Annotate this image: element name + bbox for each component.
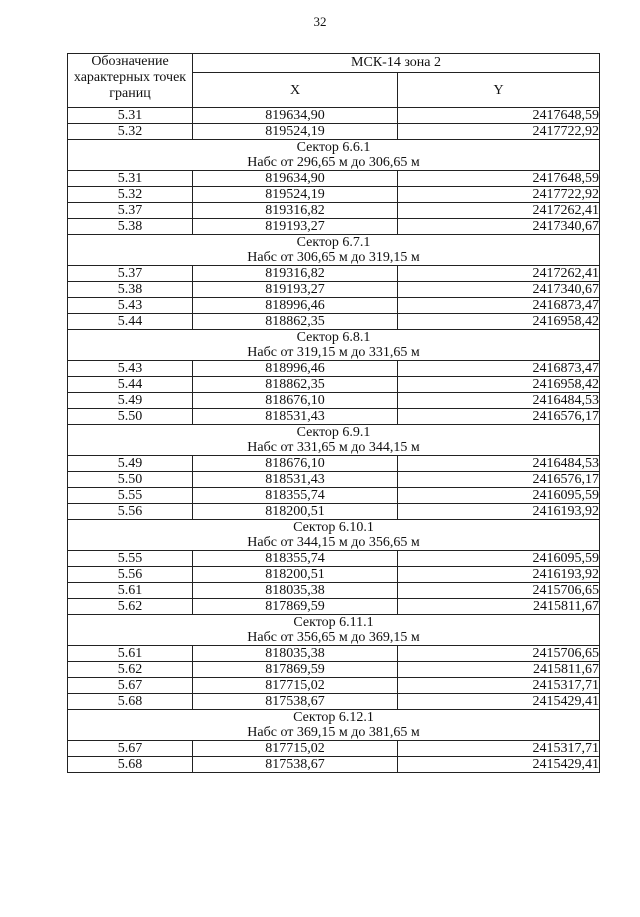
y-coordinate-cell: 2415811,67 bbox=[398, 599, 600, 615]
table-row bbox=[68, 599, 600, 615]
x-coordinate-cell: 818676,10 bbox=[193, 393, 398, 409]
table-row bbox=[68, 694, 600, 710]
x-coordinate-cell: 818676,10 bbox=[193, 456, 398, 472]
x-coordinate-cell: 818355,74 bbox=[193, 488, 398, 504]
sector-cell bbox=[68, 330, 600, 361]
y-coordinate-cell: 2417340,67 bbox=[398, 219, 600, 235]
x-coordinate-cell: 818862,35 bbox=[193, 314, 398, 330]
point-id-cell: 5.61 bbox=[68, 646, 193, 662]
point-id-cell: 5.62 bbox=[68, 662, 193, 678]
y-coordinate-cell: 2417722,92 bbox=[398, 187, 600, 203]
x-coordinate-cell: 817869,59 bbox=[193, 599, 398, 615]
y-coordinate-cell: 2416576,17 bbox=[398, 409, 600, 425]
y-coordinate-cell: 2415317,71 bbox=[398, 678, 600, 694]
x-coordinate-cell: 818996,46 bbox=[193, 361, 398, 377]
table-row bbox=[68, 662, 600, 678]
x-coordinate-cell: 819634,90 bbox=[193, 171, 398, 187]
table-row bbox=[68, 282, 600, 298]
sector-height-range: Нaбс от 369,15 м до 381,65 м bbox=[247, 725, 420, 740]
table-row bbox=[68, 171, 600, 187]
x-coordinate-cell: 819193,27 bbox=[193, 282, 398, 298]
table-row bbox=[68, 646, 600, 662]
sector-row bbox=[68, 330, 600, 361]
y-coordinate-cell: 2416873,47 bbox=[398, 298, 600, 314]
point-id-cell: 5.37 bbox=[68, 203, 193, 219]
x-coordinate-cell: 818531,43 bbox=[193, 472, 398, 488]
sector-cell bbox=[68, 520, 600, 551]
x-coordinate-cell: 817538,67 bbox=[193, 757, 398, 773]
page-number: 32 bbox=[313, 14, 327, 29]
sector-cell bbox=[68, 710, 600, 741]
point-id-cell: 5.56 bbox=[68, 567, 193, 583]
table-row bbox=[68, 757, 600, 773]
x-coordinate-cell: 819524,19 bbox=[193, 187, 398, 203]
point-id-cell: 5.43 bbox=[68, 361, 193, 377]
x-coordinate-cell: 819193,27 bbox=[193, 219, 398, 235]
x-coordinate-cell: 817715,02 bbox=[193, 741, 398, 757]
y-coordinate-cell: 2416095,59 bbox=[398, 551, 600, 567]
x-coordinate-cell: 819634,90 bbox=[193, 108, 398, 124]
point-id-cell: 5.38 bbox=[68, 219, 193, 235]
x-coordinate-cell: 817715,02 bbox=[193, 678, 398, 694]
sector-title: Сектор 6.6.1 bbox=[296, 140, 371, 155]
y-coordinate-cell: 2415317,71 bbox=[398, 741, 600, 757]
table-row bbox=[68, 456, 600, 472]
table-row bbox=[68, 504, 600, 520]
sector-row bbox=[68, 710, 600, 741]
point-id-cell: 5.44 bbox=[68, 314, 193, 330]
x-coordinate-cell: 817869,59 bbox=[193, 662, 398, 678]
sector-row bbox=[68, 140, 600, 171]
sector-title: Сектор 6.12.1 bbox=[293, 710, 374, 725]
sector-height-range: Нaбс от 319,15 м до 331,65 м bbox=[247, 345, 420, 360]
table-row bbox=[68, 678, 600, 694]
point-id-cell: 5.55 bbox=[68, 488, 193, 504]
point-id-cell: 5.68 bbox=[68, 757, 193, 773]
point-id-cell: 5.62 bbox=[68, 599, 193, 615]
table-row bbox=[68, 409, 600, 425]
y-coordinate-cell: 2416484,53 bbox=[398, 456, 600, 472]
table-row bbox=[68, 567, 600, 583]
x-coordinate-cell: 819316,82 bbox=[193, 266, 398, 282]
x-coordinate-cell: 819316,82 bbox=[193, 203, 398, 219]
y-coordinate-cell: 2417648,59 bbox=[398, 108, 600, 124]
sector-height-range: Нaбс от 331,65 м до 344,15 м bbox=[247, 440, 420, 455]
y-coordinate-cell: 2416193,92 bbox=[398, 567, 600, 583]
y-coordinate-cell: 2415706,65 bbox=[398, 646, 600, 662]
table-row bbox=[68, 314, 600, 330]
x-coordinate-cell: 818531,43 bbox=[193, 409, 398, 425]
coordinates-table bbox=[67, 53, 600, 773]
table-row bbox=[68, 393, 600, 409]
point-id-cell: 5.68 bbox=[68, 694, 193, 710]
x-coordinate-cell: 819524,19 bbox=[193, 124, 398, 140]
y-coordinate-cell: 2416873,47 bbox=[398, 361, 600, 377]
sector-title: Сектор 6.8.1 bbox=[296, 330, 371, 345]
y-coordinate-cell: 2417648,59 bbox=[398, 171, 600, 187]
x-coordinate-cell: 817538,67 bbox=[193, 694, 398, 710]
table-row bbox=[68, 266, 600, 282]
table-row bbox=[68, 203, 600, 219]
point-id-cell: 5.32 bbox=[68, 187, 193, 203]
table-row bbox=[68, 551, 600, 567]
table-row bbox=[68, 741, 600, 757]
x-coordinate-cell: 818200,51 bbox=[193, 567, 398, 583]
sector-cell bbox=[68, 425, 600, 456]
point-id-cell: 5.43 bbox=[68, 298, 193, 314]
point-id-cell: 5.50 bbox=[68, 409, 193, 425]
y-coordinate-cell: 2415706,65 bbox=[398, 583, 600, 599]
table-row bbox=[68, 187, 600, 203]
sector-title: Сектор 6.11.1 bbox=[293, 615, 374, 630]
point-id-cell: 5.67 bbox=[68, 678, 193, 694]
sector-height-range: Нaбс от 296,65 м до 306,65 м bbox=[247, 155, 420, 170]
header-coordinate-system: МСК-14 зона 2 bbox=[193, 54, 600, 73]
point-id-cell: 5.49 bbox=[68, 456, 193, 472]
x-coordinate-cell: 818035,38 bbox=[193, 646, 398, 662]
y-coordinate-cell: 2416193,92 bbox=[398, 504, 600, 520]
y-coordinate-cell: 2416095,59 bbox=[398, 488, 600, 504]
point-id-cell: 5.67 bbox=[68, 741, 193, 757]
sector-height-range: Нaбс от 356,65 м до 369,15 м bbox=[247, 630, 420, 645]
point-id-cell: 5.44 bbox=[68, 377, 193, 393]
x-coordinate-cell: 818200,51 bbox=[193, 504, 398, 520]
header-point-designation: Обозначение характерных точек границ bbox=[68, 54, 193, 108]
point-id-cell: 5.37 bbox=[68, 266, 193, 282]
point-id-cell: 5.32 bbox=[68, 124, 193, 140]
point-id-cell: 5.38 bbox=[68, 282, 193, 298]
sector-row bbox=[68, 425, 600, 456]
header-y: Y bbox=[398, 73, 600, 108]
y-coordinate-cell: 2416958,42 bbox=[398, 314, 600, 330]
y-coordinate-cell: 2415429,41 bbox=[398, 757, 600, 773]
x-coordinate-cell: 818862,35 bbox=[193, 377, 398, 393]
table-row bbox=[68, 124, 600, 140]
sector-cell bbox=[68, 140, 600, 171]
y-coordinate-cell: 2416576,17 bbox=[398, 472, 600, 488]
point-id-cell: 5.49 bbox=[68, 393, 193, 409]
y-coordinate-cell: 2415429,41 bbox=[398, 694, 600, 710]
sector-row bbox=[68, 615, 600, 646]
y-coordinate-cell: 2416484,53 bbox=[398, 393, 600, 409]
sector-title: Сектор 6.10.1 bbox=[293, 520, 374, 535]
y-coordinate-cell: 2417262,41 bbox=[398, 203, 600, 219]
sector-row bbox=[68, 520, 600, 551]
sector-row bbox=[68, 235, 600, 266]
point-id-cell: 5.31 bbox=[68, 171, 193, 187]
y-coordinate-cell: 2416958,42 bbox=[398, 377, 600, 393]
table-row bbox=[68, 108, 600, 124]
y-coordinate-cell: 2417722,92 bbox=[398, 124, 600, 140]
x-coordinate-cell: 818035,38 bbox=[193, 583, 398, 599]
table-row bbox=[68, 298, 600, 314]
sector-height-range: Нaбс от 306,65 м до 319,15 м bbox=[247, 250, 420, 265]
sector-title: Сектор 6.9.1 bbox=[296, 425, 371, 440]
point-id-cell: 5.61 bbox=[68, 583, 193, 599]
sector-title: Сектор 6.7.1 bbox=[296, 235, 371, 250]
table-row bbox=[68, 377, 600, 393]
table-row bbox=[68, 583, 600, 599]
y-coordinate-cell: 2417340,67 bbox=[398, 282, 600, 298]
table-row bbox=[68, 488, 600, 504]
sector-cell bbox=[68, 235, 600, 266]
table-row bbox=[68, 219, 600, 235]
table-row bbox=[68, 361, 600, 377]
header-x: X bbox=[193, 73, 398, 108]
point-id-cell: 5.56 bbox=[68, 504, 193, 520]
x-coordinate-cell: 818996,46 bbox=[193, 298, 398, 314]
sector-cell bbox=[68, 615, 600, 646]
table-row bbox=[68, 472, 600, 488]
point-id-cell: 5.50 bbox=[68, 472, 193, 488]
sector-height-range: Нaбс от 344,15 м до 356,65 м bbox=[247, 535, 420, 550]
point-id-cell: 5.31 bbox=[68, 108, 193, 124]
point-id-cell: 5.55 bbox=[68, 551, 193, 567]
y-coordinate-cell: 2417262,41 bbox=[398, 266, 600, 282]
y-coordinate-cell: 2415811,67 bbox=[398, 662, 600, 678]
x-coordinate-cell: 818355,74 bbox=[193, 551, 398, 567]
